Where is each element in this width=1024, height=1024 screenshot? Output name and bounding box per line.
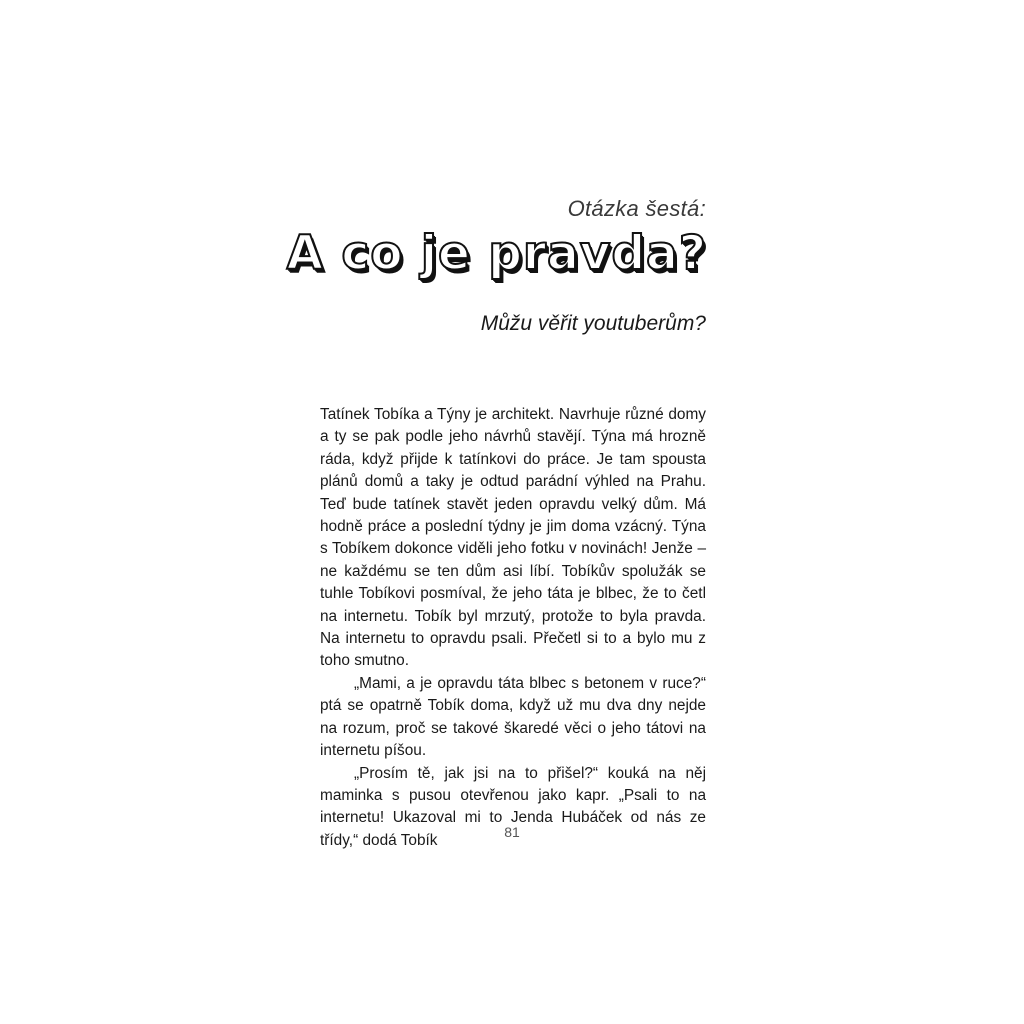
body-text	[320, 404, 706, 852]
chapter-subtitle: Můžu věřit youtuberům?	[480, 312, 706, 335]
paragraph: „Mami, a je opravdu táta blbec s betonem v ruce?“ ptá se opatrně Tobík doma, když už mu dva dny nejde na rozum, proč se takové škaredé věci o jeho tátovi na internetu píšou.	[320, 674, 706, 760]
page-number: 81	[504, 824, 520, 840]
chapter-title: A co je pravda?	[286, 226, 707, 281]
paragraph: „Prosím tě, jak jsi na to přišel?“ kouká na něj maminka s pusou otevřenou jako kapr. „Psali to na internetu! Ukazoval mi to Jenda Hubáček od nás ze třídy,“ dodá Tobík	[320, 764, 706, 849]
paragraph: Tatínek Tobíka a Týny je architekt. Navrhuje různé domy a ty se pak podle jeho návrhů stavějí. Týna má hrozně ráda, když přijde k tatínkovi do práce. Je tam spousta plánů domů a taky je odtud parádní výhled na Prahu. Teď bude tatínek stavět jeden opravdu velký dům. Má hodně práce a poslední týdny je jim doma vzácný. Týna s Tobíkem dokonce viděli jeho fotku v novinách! Jenže – ne každému se ten dům asi líbí. Tobíkův spolužák se tuhle Tobíkovi posmíval, že jeho táta je blbec, že to četl na internetu. Tobík byl mrzutý, protože to byla pravda. Na internetu to opravdu psali. Přečetl si to a bylo mu z toho smutno.	[320, 406, 706, 670]
chapter-label: Otázka šestá:	[567, 196, 706, 221]
